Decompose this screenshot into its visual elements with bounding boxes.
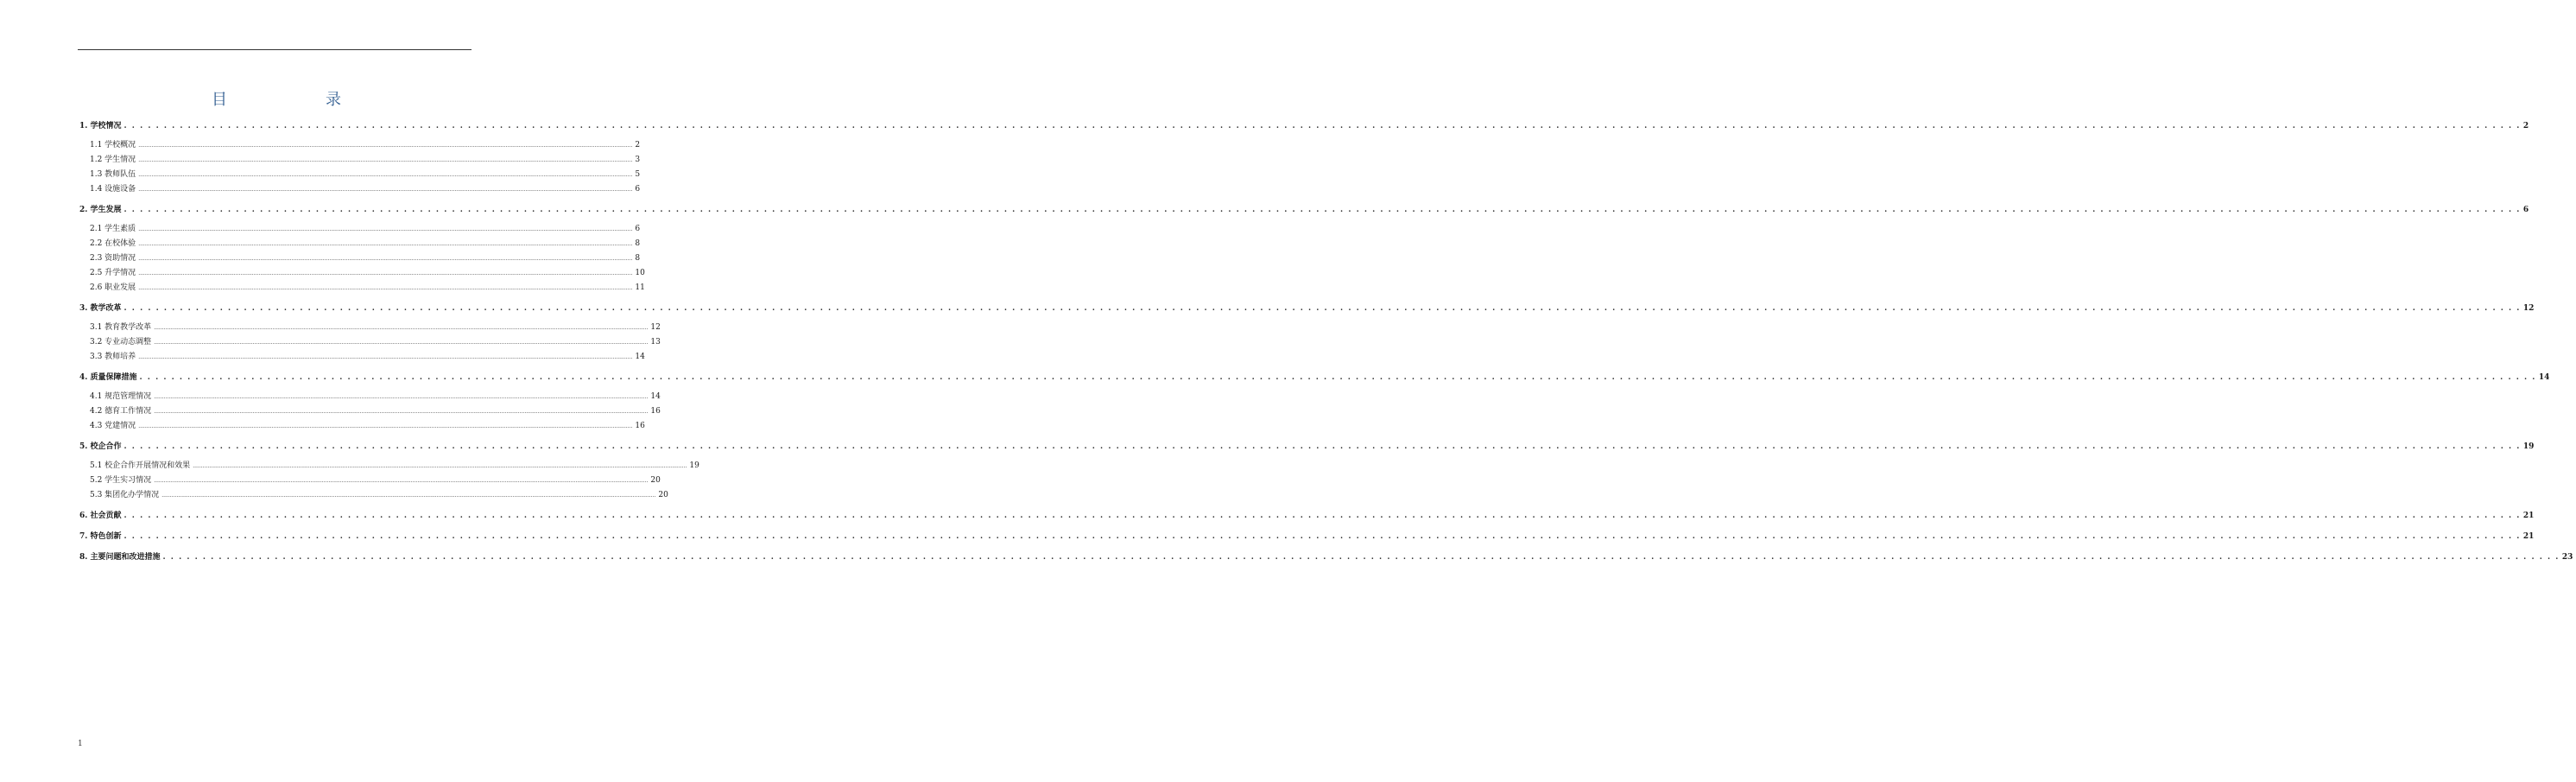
toc-entry-page: 20 — [658, 491, 668, 499]
toc-entry-page: 2 — [2522, 122, 2529, 130]
toc-entry-label: 1. 学校情况 — [79, 122, 122, 130]
toc-entry-label: 2.5 升学情况 — [90, 269, 136, 277]
toc-section-entry[interactable] — [79, 440, 2535, 455]
toc-subsection-entry[interactable] — [79, 488, 668, 503]
toc-entry-page: 20 — [650, 476, 661, 485]
toc-entry-label: 3.3 教师培养 — [90, 353, 136, 361]
toc-entry-label: 4. 质量保障措施 — [79, 373, 137, 382]
toc-entry-page: 6 — [2522, 206, 2529, 214]
toc-dot-leader: ............................................................................................................................................................................................................................................................................................................ — [138, 256, 633, 262]
toc-entry-page: 11 — [635, 283, 645, 292]
toc-title: 目 录 — [212, 91, 364, 109]
toc-dot-leader: ............................................................................................................................................................................................................................................................................................................ — [154, 340, 649, 346]
toc-entry-page: 19 — [2522, 442, 2535, 451]
toc-entry-page: 6 — [635, 225, 641, 233]
toc-section-entry[interactable] — [79, 530, 2535, 544]
toc-dot-leader: ............................................................................................................................................................................................................................................................................................................ — [138, 241, 633, 247]
toc-entry-label: 5.1 校企合作开展情况和效果 — [90, 461, 191, 470]
toc-subsection-entry[interactable] — [79, 251, 641, 266]
toc-entry-page: 14 — [635, 353, 645, 361]
toc-dot-leader: . . . . . . . . . . . . . . . . . . . . . . . . . . . . . . . . . . . . . . . . . . . . . . . . . . . . . . . . . . . . . . . . . . . . . . . . . . . . . . . . . . . . . . . . . . . . . . . . . . . . . . . . . . . . . . . . . . . . . . . . . . . . . . . . . . . . . . . . . . . . . . . . . . . . . . . . . . . . . . . . . . . . . . . . . . . . . . . . . . . . . . . . . . . . . . . . . . . . . . . . . . . . . . . . . . . . . . . . . . . . . . . . . . . . . . . . . . . . . . . . . . . . . . . . . . . . . . . . . . . . . . . . . . . . . . . . . . . . . . . . . . . . . . . . . . . . . . . . . . . . — [123, 512, 2521, 520]
toc-entry-page: 16 — [635, 422, 645, 430]
toc-dot-leader: ............................................................................................................................................................................................................................................................................................................ — [138, 354, 633, 360]
toc-subsection-entry[interactable] — [79, 138, 641, 153]
toc-entry-page: 21 — [2522, 532, 2535, 541]
toc-entry-page: 21 — [2522, 512, 2535, 520]
toc-subsection-entry[interactable] — [79, 404, 661, 419]
table-of-contents — [79, 119, 2573, 565]
toc-dot-leader: ............................................................................................................................................................................................................................................................................................................ — [138, 270, 633, 277]
toc-entry-page: 8 — [635, 254, 641, 263]
toc-subsection-entry[interactable] — [79, 321, 661, 335]
toc-dot-leader: ............................................................................................................................................................................................................................................................................................................ — [161, 493, 656, 499]
toc-entry-label: 2.2 在校体验 — [90, 239, 136, 248]
toc-subsection-entry[interactable] — [79, 419, 645, 434]
toc-dot-leader: ............................................................................................................................................................................................................................................................................................................ — [154, 409, 649, 415]
toc-section-entry[interactable] — [79, 302, 2535, 316]
toc-entry-label: 1.2 学生情况 — [90, 156, 136, 164]
toc-entry-page: 14 — [650, 392, 661, 401]
toc-dot-leader: . . . . . . . . . . . . . . . . . . . . . . . . . . . . . . . . . . . . . . . . . . . . . . . . . . . . . . . . . . . . . . . . . . . . . . . . . . . . . . . . . . . . . . . . . . . . . . . . . . . . . . . . . . . . . . . . . . . . . . . . . . . . . . . . . . . . . . . . . . . . . . . . . . . . . . . . . . . . . . . . . . . . . . . . . . . . . . . . . . . . . . . . . . . . . . . . . . . . . . . . . . . . . . . . . . . . . . . . . . . . . . . . . . . . . . . . . . . . . . . . . . . . . . . . . . . . . . . . . . . . . . . . . . . . . . . . . . . . . . . . . . . . . . . . . . . . . . . . . . . . — [123, 532, 2521, 541]
toc-subsection-entry[interactable] — [79, 182, 641, 197]
toc-entry-label: 2.1 学生素质 — [90, 225, 136, 233]
toc-dot-leader: . . . . . . . . . . . . . . . . . . . . . . . . . . . . . . . . . . . . . . . . . . . . . . . . . . . . . . . . . . . . . . . . . . . . . . . . . . . . . . . . . . . . . . . . . . . . . . . . . . . . . . . . . . . . . . . . . . . . . . . . . . . . . . . . . . . . . . . . . . . . . . . . . . . . . . . . . . . . . . . . . . . . . . . . . . . . . . . . . . . . . . . . . . . . . . . . . . . . . . . . . . . . . . . . . . . . . . . . . . . . . . . . . . . . . . . . . . . . . . . . . . . . . . . . . . . . . . . . . . . . . . . . . . . . . . . . . . . . . . . . . . . . . . . . . . . . . . . . . . . . — [123, 122, 2521, 130]
toc-section-entry[interactable] — [79, 119, 2529, 134]
toc-entry-label: 4.2 德育工作情况 — [90, 407, 152, 416]
toc-entry-label: 2. 学生发展 — [79, 206, 122, 214]
toc-dot-leader: ............................................................................................................................................................................................................................................................................................................ — [154, 325, 649, 331]
toc-entry-page: 12 — [2522, 304, 2535, 313]
toc-entry-label: 2.3 资助情况 — [90, 254, 136, 263]
toc-entry-label: 6. 社会贡献 — [79, 512, 122, 520]
toc-entry-label: 5. 校企合作 — [79, 442, 122, 451]
toc-entry-label: 1.4 设施设备 — [90, 185, 136, 194]
toc-entry-page: 13 — [650, 338, 661, 346]
toc-dot-leader: . . . . . . . . . . . . . . . . . . . . . . . . . . . . . . . . . . . . . . . . . . . . . . . . . . . . . . . . . . . . . . . . . . . . . . . . . . . . . . . . . . . . . . . . . . . . . . . . . . . . . . . . . . . . . . . . . . . . . . . . . . . . . . . . . . . . . . . . . . . . . . . . . . . . . . . . . . . . . . . . . . . . . . . . . . . . . . . . . . . . . . . . . . . . . . . . . . . . . . . . . . . . . . . . . . . . . . . . . . . . . . . . . . . . . . . . . . . . . . . . . . . . . . . . . . . . . . . . . . . . . . . . . . . . . . . . . . . . . . . . . . . . . . . . . . . . . . . . . . . . — [123, 304, 2521, 313]
toc-dot-leader: ............................................................................................................................................................................................................................................................................................................ — [138, 157, 633, 163]
page-number: 1 — [78, 740, 83, 748]
toc-entry-label: 5.2 学生实习情况 — [90, 476, 152, 485]
toc-subsection-entry[interactable] — [79, 237, 641, 251]
toc-subsection-entry[interactable] — [79, 350, 645, 365]
toc-dot-leader: . . . . . . . . . . . . . . . . . . . . . . . . . . . . . . . . . . . . . . . . . . . . . . . . . . . . . . . . . . . . . . . . . . . . . . . . . . . . . . . . . . . . . . . . . . . . . . . . . . . . . . . . . . . . . . . . . . . . . . . . . . . . . . . . . . . . . . . . . . . . . . . . . . . . . . . . . . . . . . . . . . . . . . . . . . . . . . . . . . . . . . . . . . . . . . . . . . . . . . . . . . . . . . . . . . . . . . . . . . . . . . . . . . . . . . . . . . . . . . . . . . . . . . . . . . . . . . . . . . . . . . . . . . . . . . . . . . . . . . . . . . . . . . . . . . . . . . . . . . . . — [162, 553, 2560, 562]
toc-entry-label: 1.3 教师队伍 — [90, 170, 136, 179]
toc-dot-leader: ............................................................................................................................................................................................................................................................................................................ — [154, 478, 649, 484]
toc-entry-label: 8. 主要问题和改进措施 — [79, 553, 161, 562]
toc-subsection-entry[interactable] — [79, 459, 699, 474]
toc-entry-label: 7. 特色创新 — [79, 532, 122, 541]
toc-dot-leader: ............................................................................................................................................................................................................................................................................................................ — [138, 226, 633, 232]
toc-entry-label: 3. 教学改革 — [79, 304, 122, 313]
toc-dot-leader: ............................................................................................................................................................................................................................................................................................................ — [193, 463, 687, 469]
toc-entry-label: 3.2 专业动态调整 — [90, 338, 152, 346]
toc-subsection-entry[interactable] — [79, 474, 661, 488]
toc-entry-page: 2 — [635, 141, 641, 149]
toc-subsection-entry[interactable] — [79, 153, 641, 168]
toc-dot-leader: ............................................................................................................................................................................................................................................................................................................ — [138, 285, 633, 291]
toc-section-entry[interactable] — [79, 371, 2550, 385]
toc-section-entry[interactable] — [79, 509, 2535, 524]
toc-subsection-entry[interactable] — [79, 335, 661, 350]
toc-entry-page: 3 — [635, 156, 641, 164]
toc-dot-leader: ............................................................................................................................................................................................................................................................................................................ — [138, 172, 633, 178]
toc-entry-label: 5.3 集团化办学情况 — [90, 491, 160, 499]
toc-entry-page: 10 — [635, 269, 645, 277]
toc-entry-label: 4.1 规范管理情况 — [90, 392, 152, 401]
toc-entry-label: 4.3 党建情况 — [90, 422, 136, 430]
header-rule — [78, 49, 472, 50]
toc-section-entry[interactable] — [79, 203, 2529, 218]
toc-entry-label: 3.1 教育教学改革 — [90, 323, 152, 332]
toc-entry-page: 5 — [635, 170, 641, 179]
toc-subsection-entry[interactable] — [79, 168, 641, 182]
toc-entry-page: 8 — [635, 239, 641, 248]
toc-dot-leader: ............................................................................................................................................................................................................................................................................................................ — [138, 143, 633, 149]
toc-entry-label: 1.1 学校概况 — [90, 141, 136, 149]
toc-dot-leader: . . . . . . . . . . . . . . . . . . . . . . . . . . . . . . . . . . . . . . . . . . . . . . . . . . . . . . . . . . . . . . . . . . . . . . . . . . . . . . . . . . . . . . . . . . . . . . . . . . . . . . . . . . . . . . . . . . . . . . . . . . . . . . . . . . . . . . . . . . . . . . . . . . . . . . . . . . . . . . . . . . . . . . . . . . . . . . . . . . . . . . . . . . . . . . . . . . . . . . . . . . . . . . . . . . . . . . . . . . . . . . . . . . . . . . . . . . . . . . . . . . . . . . . . . . . . . . . . . . . . . . . . . . . . . . . . . . . . . . . . . . . . . . . . . . . . . . . . . . . . — [123, 206, 2521, 214]
toc-subsection-entry[interactable] — [79, 390, 661, 404]
toc-subsection-entry[interactable] — [79, 281, 645, 296]
toc-dot-leader: . . . . . . . . . . . . . . . . . . . . . . . . . . . . . . . . . . . . . . . . . . . . . . . . . . . . . . . . . . . . . . . . . . . . . . . . . . . . . . . . . . . . . . . . . . . . . . . . . . . . . . . . . . . . . . . . . . . . . . . . . . . . . . . . . . . . . . . . . . . . . . . . . . . . . . . . . . . . . . . . . . . . . . . . . . . . . . . . . . . . . . . . . . . . . . . . . . . . . . . . . . . . . . . . . . . . . . . . . . . . . . . . . . . . . . . . . . . . . . . . . . . . . . . . . . . . . . . . . . . . . . . . . . . . . . . . . . . . . . . . . . . . . . . . . . . . . . . . . . . . — [123, 442, 2521, 451]
toc-dot-leader: . . . . . . . . . . . . . . . . . . . . . . . . . . . . . . . . . . . . . . . . . . . . . . . . . . . . . . . . . . . . . . . . . . . . . . . . . . . . . . . . . . . . . . . . . . . . . . . . . . . . . . . . . . . . . . . . . . . . . . . . . . . . . . . . . . . . . . . . . . . . . . . . . . . . . . . . . . . . . . . . . . . . . . . . . . . . . . . . . . . . . . . . . . . . . . . . . . . . . . . . . . . . . . . . . . . . . . . . . . . . . . . . . . . . . . . . . . . . . . . . . . . . . . . . . . . . . . . . . . . . . . . . . . . . . . . . . . . . . . . . . . . . . . . . . . . . . . . . . . . . — [139, 373, 2536, 382]
toc-dot-leader: ............................................................................................................................................................................................................................................................................................................ — [154, 394, 649, 400]
toc-entry-page: 14 — [2538, 373, 2550, 382]
toc-dot-leader: ............................................................................................................................................................................................................................................................................................................ — [138, 187, 633, 193]
toc-dot-leader: ............................................................................................................................................................................................................................................................................................................ — [138, 423, 633, 429]
toc-subsection-entry[interactable] — [79, 266, 645, 281]
toc-entry-page: 19 — [689, 461, 699, 470]
toc-entry-page: 23 — [2561, 553, 2573, 562]
toc-subsection-entry[interactable] — [79, 222, 641, 237]
toc-entry-page: 12 — [650, 323, 661, 332]
toc-entry-label: 2.6 职业发展 — [90, 283, 136, 292]
toc-entry-page: 16 — [650, 407, 661, 416]
toc-entry-page: 6 — [635, 185, 641, 194]
toc-section-entry[interactable] — [79, 550, 2573, 565]
